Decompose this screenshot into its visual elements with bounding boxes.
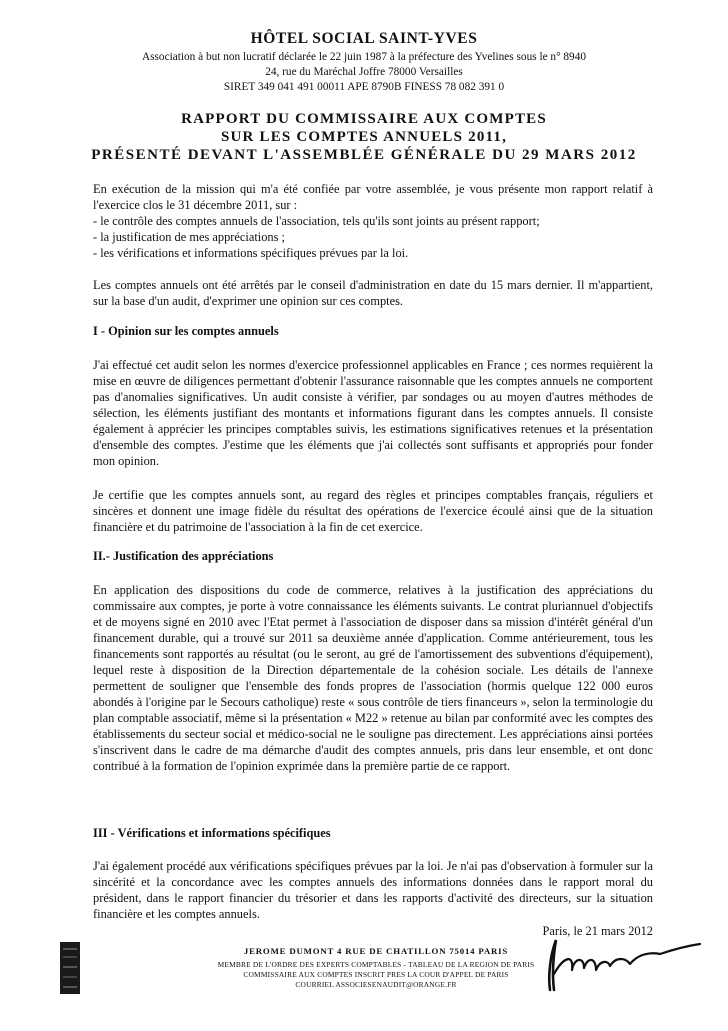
section-2-heading: II.- Justification des appréciations xyxy=(93,549,274,563)
list-item: - la justification de mes appréciations ; xyxy=(93,230,285,244)
footer-email: COURRIEL ASSOCIESENAUDIT@ORANGE.FR xyxy=(295,980,457,989)
association-identifiers: SIRET 349 041 491 00011 APE 8790B FINESS 78 082 391 0 xyxy=(223,81,505,93)
auditor-logo-icon xyxy=(60,942,80,994)
association-registration: Association à but non lucratif déclarée le 22 juin 1987 à la préfecture des Yvelines sous le n° 8940 xyxy=(141,51,587,63)
intro-paragraph: En exécution de la mission qui m'a été confiée par votre assemblée, je vous présente mon rapport relatif à l'exercice clos le 31 décembre 2011, sur : xyxy=(93,182,653,212)
list-item: - le contrôle des comptes annuels de l'association, tels qu'ils sont joints au présent rapport; xyxy=(93,214,540,228)
section-3-heading: III - Vérifications et informations spécifiques xyxy=(93,826,331,840)
section-3-paragraph: J'ai également procédé aux vérifications spécifiques prévues par la loi. Je n'ai pas d'observation à formuler sur la sincérité et la concordance avec les comptes annuels des informations données dans le rapport moral du président, dans le rapport financier du trésorier et dans les rapports d'activité des directeurs, sur la situation financière et les comptes annuels. xyxy=(93,859,653,921)
accounts-approval-paragraph: Les comptes annuels ont été arrêtés par le conseil d'administration en date du 15 mars dernier. Il m'appartient, sur la base d'un audit, d'exprimer une opinion sur ces comptes. xyxy=(93,278,653,308)
association-address: 24, rue du Maréchal Joffre 78000 Versailles xyxy=(265,66,463,78)
association-name: HÔTEL SOCIAL SAINT-YVES xyxy=(250,30,478,47)
footer-membership: MEMBRE DE L'ORDRE DES EXPERTS COMPTABLES - TABLEAU DE LA REGION DE PARIS xyxy=(217,960,535,969)
intro-list xyxy=(93,213,653,261)
section-1-paragraph-2: Je certifie que les comptes annuels sont, au regard des règles et principes comptables français, réguliers et sincères et donnent une image fidèle du résultat des opérations de l'exercice écoulé ainsi que de la situation financière et du patrimoine de l'association à la fin de cet exercice. xyxy=(93,488,653,534)
section-2-paragraph: En application des dispositions du code de commerce, relatives à la justification des appréciations du commissaire aux comptes, je porte à votre connaissance les éléments suivants. Le contrat pluriannuel d'objectifs et de moyens signé en 2010 avec l'Etat permet à l'association de disposer dans sa mission d'intérêt général d'un financement durable, qui a trouvé sur 2011 sa deuxième année d'application. Comme antérieurement, tous les financements sont rapportés au résultat (ou le seront, au gré de l'amortissement des subventions d'équipement), lequel reste à disposition de la Direction départementale de la cohésion sociale. Les détails de l'annexe permettent de souligner que l'ensemble des fonds propres de l'association (hormis quelque 122 000 euros abondés à l'origine par le Secours catholique) reste « sous contrôle de tiers financeurs », selon la terminologie du plan comptable associatif, même si la présentation « M22 » retenue au bilan par conformité avec les comptes des établissements du secteur social et médico-social ne le souligne pas directement. Les appréciations ainsi portées s'inscrivent dans le cadre de ma démarche d'audit des comptes annuels, pris dans leur ensemble, et ont donc contribué à la formation de l'opinion exprimée dans la première partie de ce rapport. xyxy=(93,583,653,773)
footer-registration: COMMISSAIRE AUX COMPTES INSCRIT PRES LA COUR D'APPEL DE PARIS xyxy=(243,970,509,979)
section-1-paragraph-1: J'ai effectué cet audit selon les normes d'exercice professionnel applicables en France ; ces normes requièrent la mise en œuvre de diligences permettant d'obtenir l'assurance raisonnable que les comptes annuels ne comportent pas d'anomalies significatives. Un audit consiste à vérifier, par sondages ou au moyen d'autres méthodes de sélection, les éléments justifiant des montants et informations figurant dans les comptes annuels. Il consiste également à apprécier les principes comptables suivis, les estimations significatives retenues et la présentation d'ensemble des comptes. J'estime que les éléments que j'ai collectés sont suffisants et appropriés pour fonder mon opinion. xyxy=(93,358,653,468)
report-title-line-1: RAPPORT DU COMMISSAIRE AUX COMPTES xyxy=(181,111,547,127)
place-and-date: Paris, le 21 mars 2012 xyxy=(542,924,653,938)
section-1-heading: I - Opinion sur les comptes annuels xyxy=(93,324,279,338)
report-title-line-2: SUR LES COMPTES ANNUELS 2011, xyxy=(220,129,508,145)
report-title-line-3: PRÉSENTÉ DEVANT L'ASSEMBLÉE GÉNÉRALE DU 29 MARS 2012 xyxy=(91,147,637,163)
list-item: - les vérifications et informations spécifiques prévues par la loi. xyxy=(93,246,409,260)
footer-auditor-name: JEROME DUMONT 4 RUE DE CHATILLON 75014 PARIS xyxy=(243,946,509,956)
handwritten-signature xyxy=(534,934,702,996)
